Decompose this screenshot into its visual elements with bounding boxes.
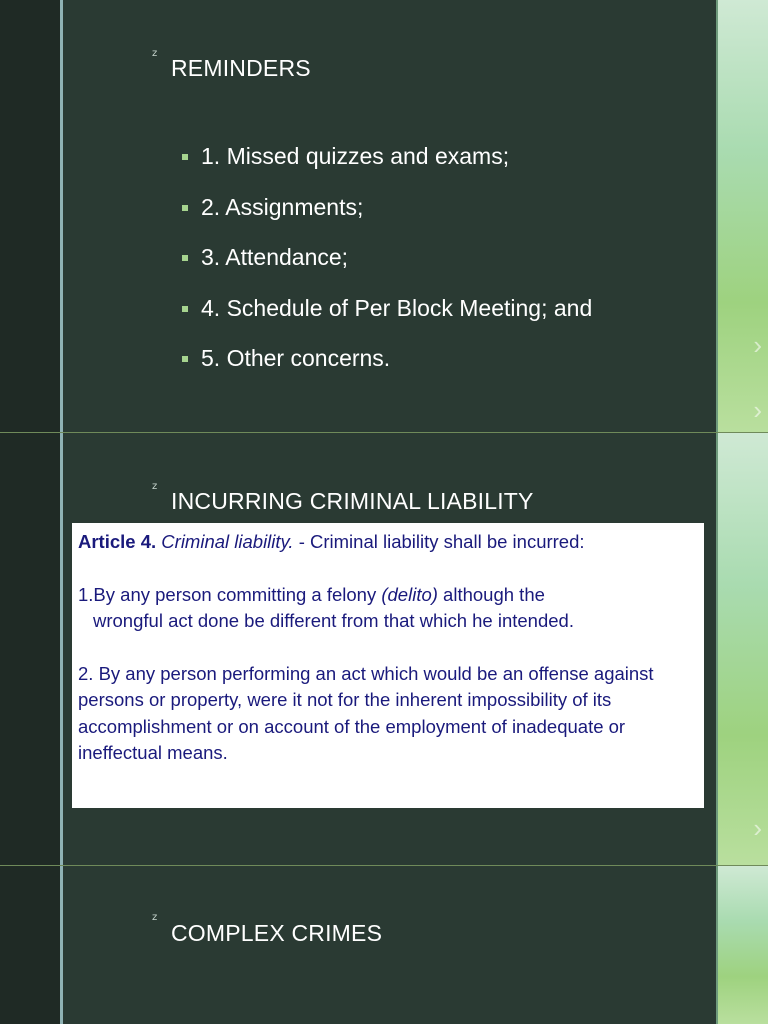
article-heading: Article 4. Criminal liability. - Criminal liability shall be incurred: bbox=[78, 531, 585, 552]
bullet-square-icon bbox=[182, 356, 188, 362]
slide-criminal-liability bbox=[0, 433, 768, 865]
left-band bbox=[0, 0, 60, 432]
slide-marker: z bbox=[152, 481, 158, 492]
slide-title: INCURRING CRIMINAL LIABILITY bbox=[171, 488, 534, 514]
article-item-1-continued: wrongful act done be different from that which he intended. bbox=[93, 610, 574, 631]
left-rule bbox=[60, 866, 63, 1024]
bullet-square-icon bbox=[182, 154, 188, 160]
right-decor-band bbox=[716, 433, 768, 865]
left-band bbox=[0, 866, 60, 1024]
bullet-square-icon bbox=[182, 306, 188, 312]
chevron-decor-icon: › bbox=[753, 330, 762, 360]
slide-marker: z bbox=[152, 912, 158, 923]
left-band bbox=[0, 433, 60, 865]
list-item: 5. Other concerns. bbox=[182, 345, 592, 396]
chevron-decor-icon: › bbox=[753, 395, 762, 425]
slide-title: COMPLEX CRIMES bbox=[171, 920, 383, 946]
list-item: 2. Assignments; bbox=[182, 194, 592, 245]
left-rule bbox=[60, 433, 63, 865]
right-decor-band bbox=[716, 866, 768, 1024]
list-item: 4. Schedule of Per Block Meeting; and bbox=[182, 295, 592, 346]
list-item: 3. Attendance; bbox=[182, 244, 592, 295]
slide-reminders bbox=[0, 0, 768, 432]
bullet-square-icon bbox=[182, 255, 188, 261]
left-rule bbox=[60, 0, 63, 432]
right-decor-band bbox=[716, 0, 768, 432]
slide-complex-crimes bbox=[0, 866, 768, 1024]
chevron-decor-icon: › bbox=[753, 813, 762, 843]
slide-marker: z bbox=[152, 48, 158, 59]
slide-title: REMINDERS bbox=[171, 55, 311, 81]
reminders-list bbox=[182, 143, 592, 396]
list-item: 1. Missed quizzes and exams; bbox=[182, 143, 592, 194]
article-item-2: 2. By any person performing an act which would be an offense against persons or property, were it not for the inherent impossibility of its accomplishment or on account of the employment of inadequate or ineffectual means. bbox=[78, 662, 654, 763]
bullet-square-icon bbox=[182, 205, 188, 211]
article-text-box bbox=[72, 523, 704, 808]
article-item-1: 1.By any person committing a felony (delito) although the bbox=[78, 583, 545, 605]
